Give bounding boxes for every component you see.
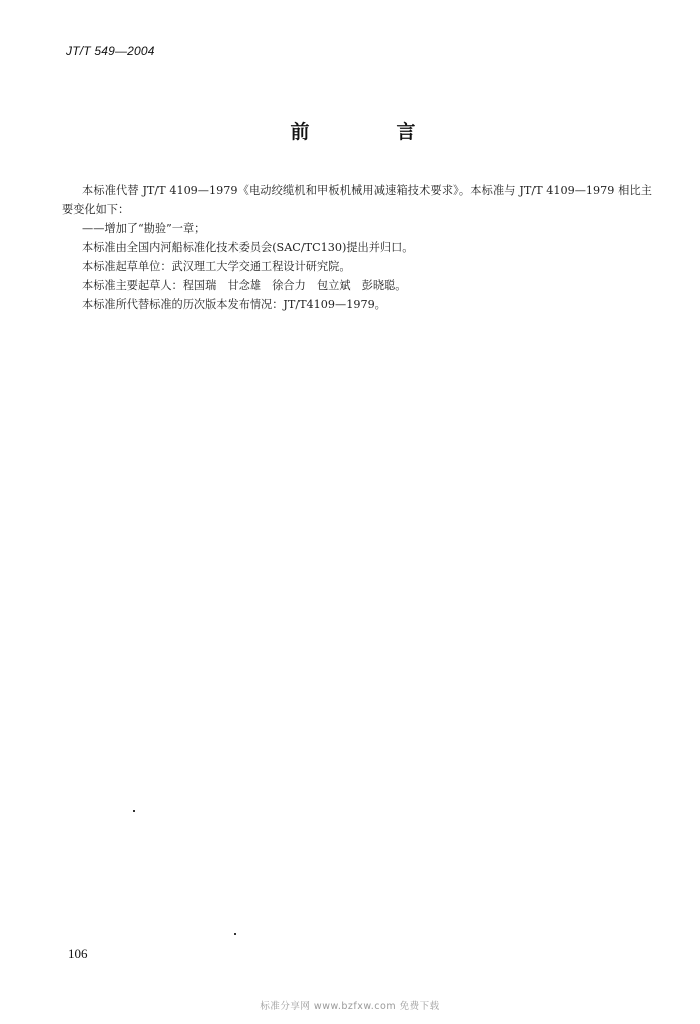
paragraph-drafters: 本标准主要起草人：程国瑞 甘念雄 徐合力 包立斌 彭晓聪。 bbox=[82, 279, 407, 292]
paragraph-drafting-unit: 本标准起草单位：武汉理工大学交通工程设计研究院。 bbox=[82, 260, 351, 273]
scan-speck bbox=[133, 810, 135, 812]
scan-speck bbox=[234, 933, 236, 935]
paragraph-change-item: ——增加了“勘验”一章； bbox=[82, 222, 206, 235]
paragraph-proposer: 本标准由全国内河船标准化技术委员会(SAC/TC130)提出并归口。 bbox=[82, 241, 414, 254]
page-title: 前 言 bbox=[290, 121, 450, 143]
foreword-body bbox=[62, 181, 652, 314]
page-number: 106 bbox=[68, 946, 88, 961]
paragraph-replacement: 本标准代替 JT/T 4109—1979《电动绞缆机和甲板机械用减速箱技术要求》。本标准与 JT/T 4109—1979 相比主要变化如下： bbox=[62, 184, 652, 216]
site-watermark: 标准分享网 www.bzfxw.com 免费下载 bbox=[260, 1001, 440, 1012]
paragraph-version-history: 本标准所代替标准的历次版本发布情况：JT/T4109—1979。 bbox=[82, 298, 386, 311]
standard-code-header: JT/T 549—2004 bbox=[66, 44, 155, 58]
